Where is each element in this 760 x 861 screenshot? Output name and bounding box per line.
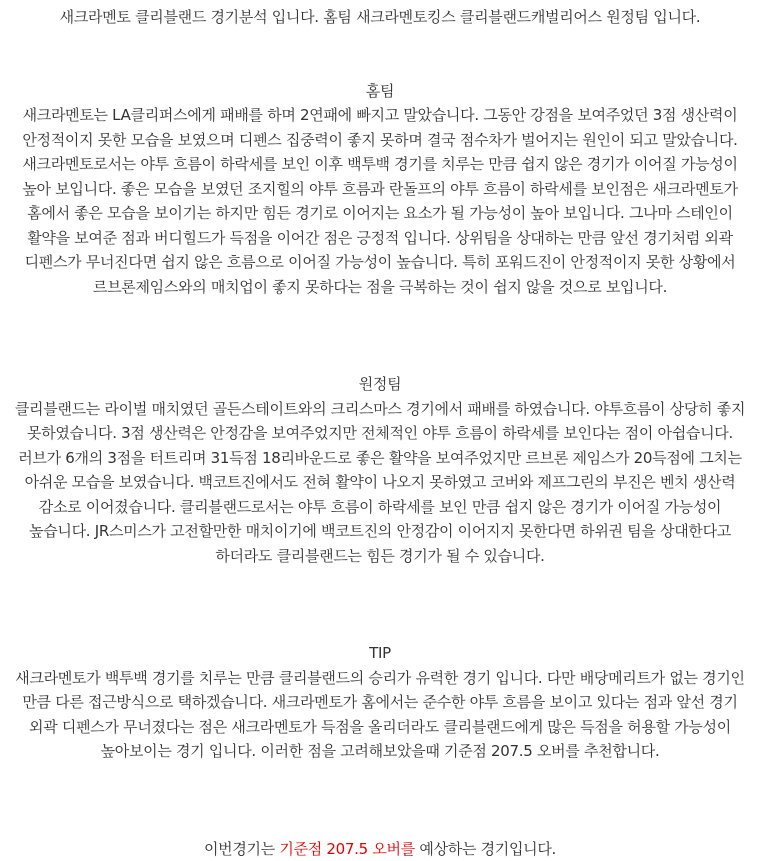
spacer [10, 813, 750, 837]
home-team-analysis: 새크라멘토는 LA클리퍼스에게 패배를 하며 2연패에 빠지고 말았습니다. 그동안 강점을 보여주었던 3점 생산력이 안정적이지 못한 모습을 보였으며 디펜스 집중력이 좋지 못하며 결국 점수차가 벌어지는 원인이 되고 말았습니다. 새크라멘토로서는 야투 흐름이 하락세를 보인 이후 백투백 경기를 치루는 만큼 쉽지 않은 경기가 이어질 가능성이 높아 보입니다. 좋은 모습을 보였던 조지힐의 야투 흐름과 란돌프의 야투 흐름이 하락세를 보인점은 새크라멘토가 홈에서 좋은 모습을 보이기는 하지만 힘든 경기로 이어지는 요소가 될 가능성이 높아 보입니다. 그나마 스테인이 활약을 보여준 점과 버디힐드가 득점을 이어간 점은 긍정적 입니다. 상위팀을 상대하는 만큼 앞선 경기처럼 외곽 디펜스가 무너진다면 쉽지 않은 흐름으로 이어질 가능성이 높습니다. 특히 포워드진이 안정적이지 못한 상황에서 르브론제임스와의 매치업이 좋지 못하다는 점을 극복하는 것이 쉽지 않을 것으로 보입니다. [10, 103, 750, 299]
conclusion-prefix: 이번경기는 [204, 840, 279, 858]
tip-text: 새크라멘토가 백투백 경기를 치루는 만큼 클리블랜드의 승리가 유력한 경기 입니다. 다만 배당메리트가 없는 경기인 만큼 다른 접근방식으로 택하겠습니다. 새크라멘토가 홈에서는 준수한 야투 흐름을 보이고 있다는 점과 앞선 경기 외곽 디펜스가 무너졌다는 점은 새크라멘토가 득점을 올리더라도 클리블랜드에게 많은 득점을 허용할 가능성이 높아보이는 경기 입니다. 이러한 점을 고려해보았을때 기준점 207.5 오버를 추천합니다. [10, 666, 750, 764]
spacer [10, 617, 750, 641]
away-team-analysis: 클리블랜드는 라이벌 매치였던 골든스테이트와의 크리스마스 경기에서 패배를 하였습니다. 야투흐름이 상당히 좋지 못하였습니다. 3점 생산력은 안정감을 보여주었지만 전체적인 야투 흐름이 하락세를 보인다는 점이 아쉽습니다. 러브가 6개의 3점을 터트리며 31득점 18리바운드로 좋은 활약을 보여주었지만 르브론 제임스가 20득점에 그치는 아쉬운 모습을 보였습니다. 백코트진에서도 전혀 활약이 나오지 못하였고 코버와 제프그린의 부진은 벤치 생산력 감소로 이어졌습니다. 클리블랜드로서는 야투 흐름이 하락세를 보인 만큼 쉽지 않은 경기가 이어질 가능성이 높습니다. JR스미스가 고전할만한 매치이기에 백코트진의 안정감이 이어지지 못한다면 하위권 팀을 상대한다고 하더라도 클리블랜드는 힘든 경기가 될 수 있습니다. [10, 397, 750, 569]
home-team-heading: 홈팀 [10, 79, 750, 104]
conclusion-text [10, 837, 750, 861]
spacer [10, 30, 750, 79]
tip-heading: TIP [10, 641, 750, 666]
away-team-heading: 원정팀 [10, 372, 750, 397]
spacer [10, 764, 750, 813]
intro-text: 새크라멘토 클리블랜드 경기분석 입니다. 홈팀 새크라멘토킹스 클리블랜드캐벌리어스 원정팀 입니다. [10, 5, 750, 30]
spacer [10, 299, 750, 348]
spacer [10, 348, 750, 372]
spacer [10, 568, 750, 617]
conclusion-highlight: 기준점 207.5 오버를 [279, 840, 415, 858]
conclusion-suffix: 예상하는 경기입니다. [415, 840, 556, 858]
